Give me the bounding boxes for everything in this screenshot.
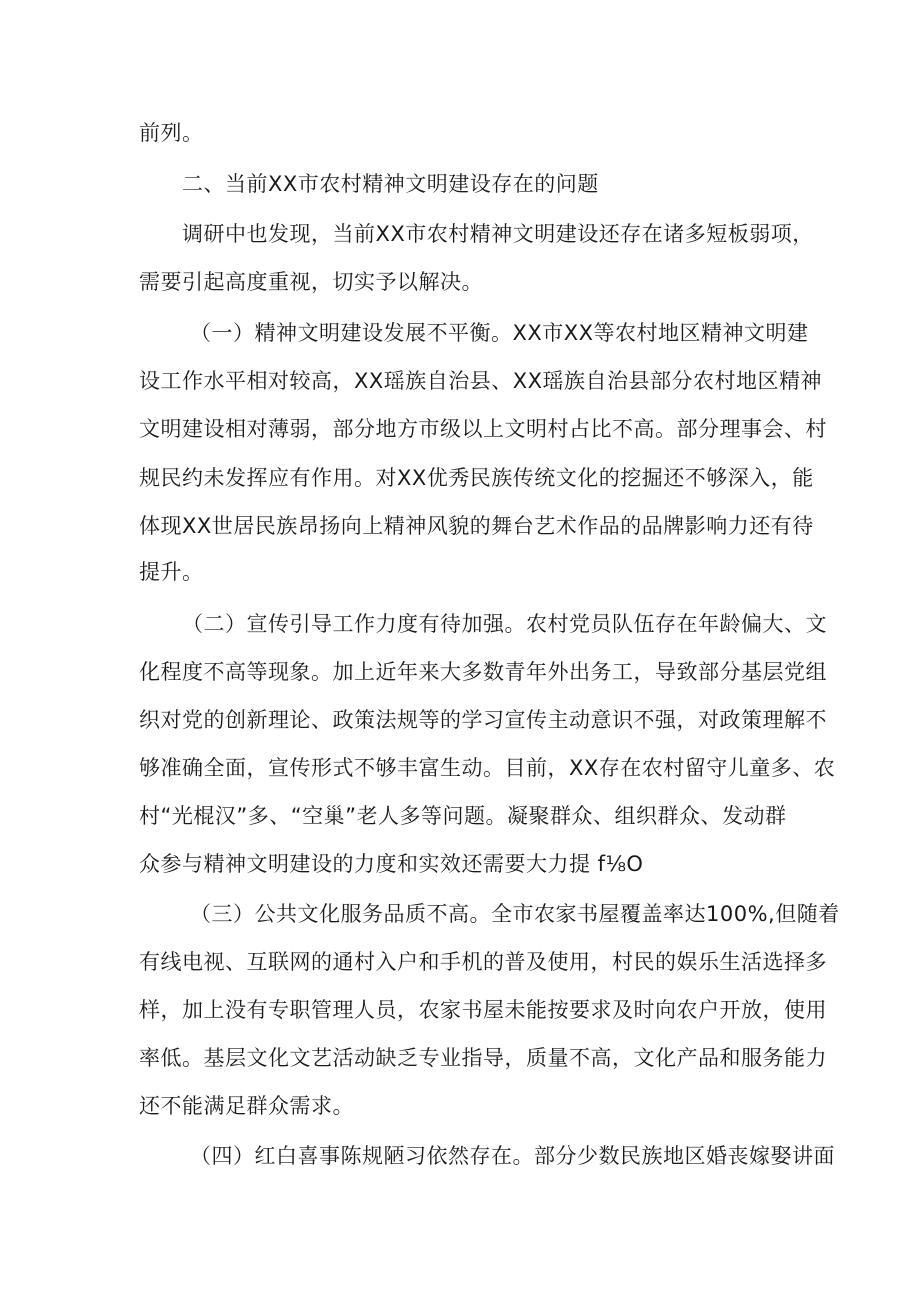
section-heading: 二、当前XX市农村精神文明建设存在的问题 [182,172,599,196]
subsection-line: （二）宣传引导工作力度有待加强。农村党员队伍存在年龄偏大、文 [182,612,827,636]
paragraph-line: 文明建设相对薄弱，部分地方市级以上文明村占比不高。部分理事会、村 [139,417,827,441]
paragraph-line: 规民约未发挥应有作用。对XX优秀民族传统文化的挖掘还不够深入，能 [139,466,814,490]
paragraph-line: 够准确全面，宣传形式不够丰富生动。目前，XX存在农村留守儿童多、农 [139,756,836,780]
paragraph-line: 前列。 [139,121,204,145]
paragraph-line: 有线电视、互联网的通村入户和手机的普及使用，村民的娱乐生活选择多 [139,950,827,974]
paragraph-line: 样，加上没有专职管理人员，农家书屋未能按要求及时向农户开放，使用 [139,998,827,1022]
subsection-line: （三）公共文化服务品质不高。全市农家书屋覆盖率达100%,但随着 [190,902,840,926]
paragraph-line: 织对党的创新理论、政策法规等的学习宣传主动意识不强，对政策理解不 [139,708,827,732]
paragraph-line: 众参与精神文明建设的力度和实效还需要大力提 f⅛O [139,852,644,876]
paragraph-line: 率低。基层文化文艺活动缺乏专业指导，质量不高，文化产品和服务能力 [139,1046,827,1070]
subsection-line: （四）红白喜事陈规陋习依然存在。部分少数民族地区婚丧嫁娶讲面 [190,1144,835,1168]
paragraph-line: 设工作水平相对较高，XX瑶族自治县、XX瑶族自治县部分农村地区精神 [139,369,823,393]
paragraph-line: 调研中也发现，当前XX市农村精神文明建设还存在诸多短板弱项， [182,222,814,246]
paragraph-line: 还不能满足群众需求。 [139,1094,354,1118]
paragraph-line: 体现XX世居民族昂扬向上精神风貌的舞台艺术作品的品牌影响力还有待 [139,514,814,538]
paragraph-line: 需要引起高度重视，切实予以解决。 [139,270,483,294]
paragraph-line: 村“光棍汉”多、“空巢”老人多等问题。凝聚群众、组织群众、发动群 [139,804,787,828]
paragraph-line: 提升。 [139,560,204,584]
subsection-line: （一）精神文明建设发展不平衡。XX市XX等农村地区精神文明建 [190,321,809,345]
paragraph-line: 化程度不高等现象。加上近年来大多数青年外出务工，导致部分基层党组 [139,660,827,684]
